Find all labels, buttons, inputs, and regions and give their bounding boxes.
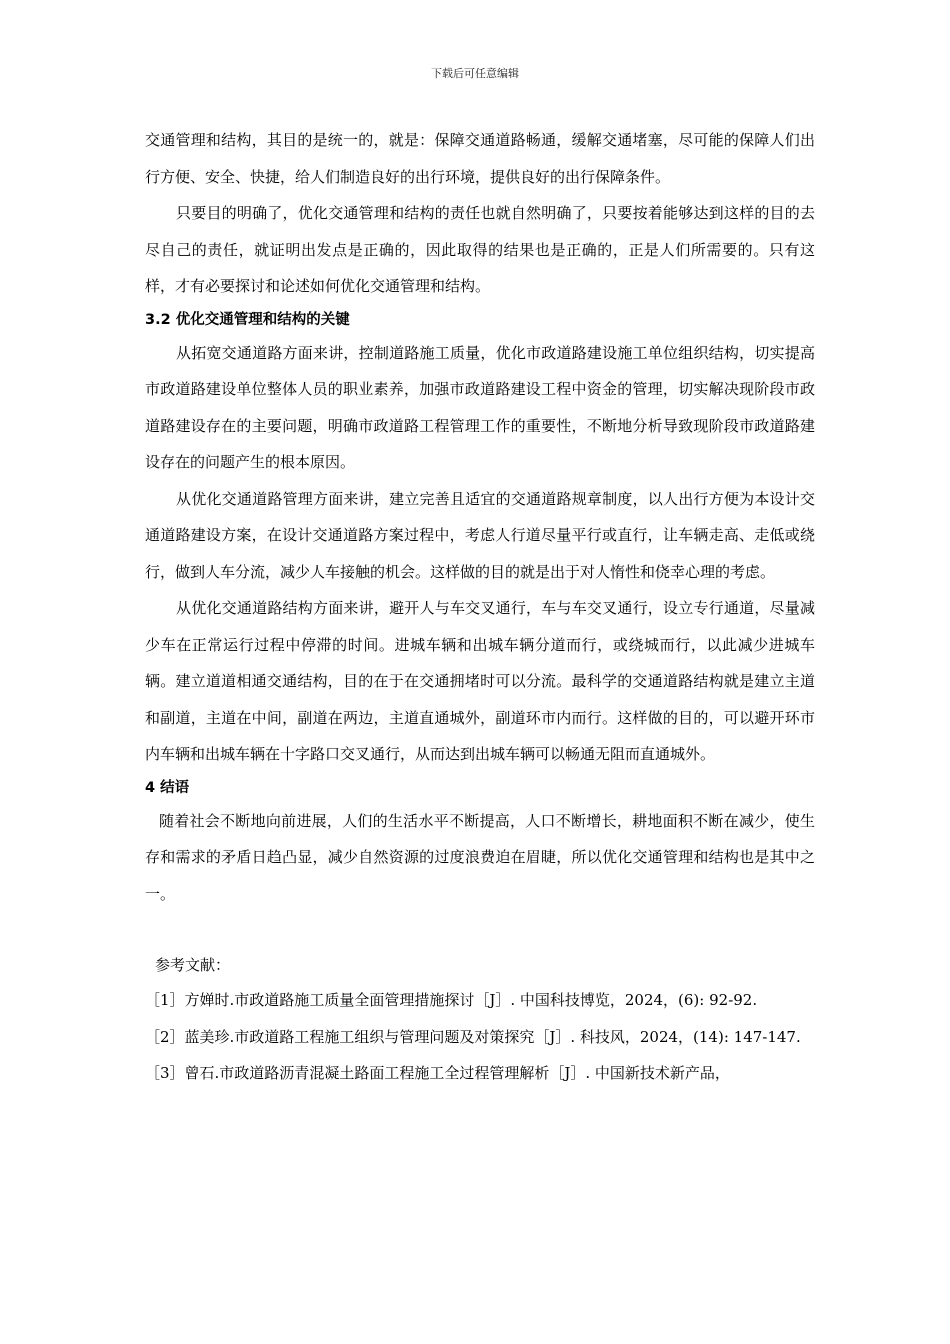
- reference-item-3: ［3］曾石.市政道路沥青混凝土路面工程施工全过程管理解析［J］. 中国新技术新产品，: [145, 1064, 730, 1082]
- reference-item-1: ［1］方婵时.市政道路施工质量全面管理措施探讨［J］. 中国科技博览，2024，(6): 92-92.: [145, 991, 758, 1009]
- paragraph-intro: 交通管理和结构，其目的是统一的，就是：保障交通道路畅通，缓解交通堵塞，尽可能的保障人们出行方便、安全、快捷，给人们制造良好的出行环境，提供良好的出行保障条件。: [145, 131, 815, 186]
- section-heading-conclusion: 4 结语: [145, 779, 190, 796]
- section-heading-3-2: 3.2 优化交通管理和结构的关键: [145, 311, 350, 328]
- paragraph-purpose: 只要目的明确了，优化交通管理和结构的责任也就自然明确了，只要按着能够达到这样的目的去尽自己的责任，就证明出发点是正确的，因此取得的结果也是正确的，正是人们所需要的。只有这样，才有必要探讨和论述如何优化交通管理和结构。: [145, 204, 815, 295]
- paragraph-road-management: 从优化交通道路管理方面来讲，建立完善且适宜的交通道路规章制度，以人出行方便为本设计交通道路建设方案，在设计交通道路方案过程中，考虑人行道尽量平行或直行，让车辆走高、走低或绕行，做到人车分流，减少人车接触的机会。这样做的目的就是出于对人惰性和侥幸心理的考虑。: [145, 489, 815, 581]
- reference-item-2: ［2］蓝美珍.市政道路工程施工组织与管理问题及对策探究［J］. 科技风，2024，(14): 147-147.: [145, 1027, 801, 1046]
- document-body: [145, 122, 815, 1092]
- references-section: [145, 948, 815, 1092]
- page-header: 下载后可任意编辑: [431, 67, 519, 80]
- paragraph-road-widening: 从拓宽交通道路方面来讲，控制道路施工质量，优化市政道路建设施工单位组织结构，切实提高市政道路建设单位整体人员的职业素养，加强市政道路建设工程中资金的管理，切实解决现阶段市政道路建设存在的主要问题，明确市政道路工程管理工作的重要性，不断地分析导致现阶段市政道路建设存在的问题产生的根本原因。: [145, 343, 815, 471]
- references-title: 参考文献：: [155, 956, 231, 974]
- paragraph-conclusion: 随着社会不断地向前进展，人们的生活水平不断提高，人口不断增长，耕地面积不断在减少，使生存和需求的矛盾日趋凸显，减少自然资源的过度浪费迫在眉睫，所以优化交通管理和结构也是其中之一。: [145, 811, 815, 903]
- paragraph-road-structure: 从优化交通道路结构方面来讲，避开人与车交叉通行，车与车交叉通行，设立专行通道，尽量减少车在正常运行过程中停滞的时间。进城车辆和出城车辆分道而行，或绕城而行，以此减少进城车辆。建立道道相通交通结构，目的在于在交通拥堵时可以分流。最科学的交通道路结构就是建立主道和副道，主道在中间，副道在两边，主道直通城外，副道环市内而行。这样做的目的，可以避开环市内车辆和出城车辆在十字路口交叉通行，从而达到出城车辆可以畅通无阻而直通城外。: [145, 599, 815, 763]
